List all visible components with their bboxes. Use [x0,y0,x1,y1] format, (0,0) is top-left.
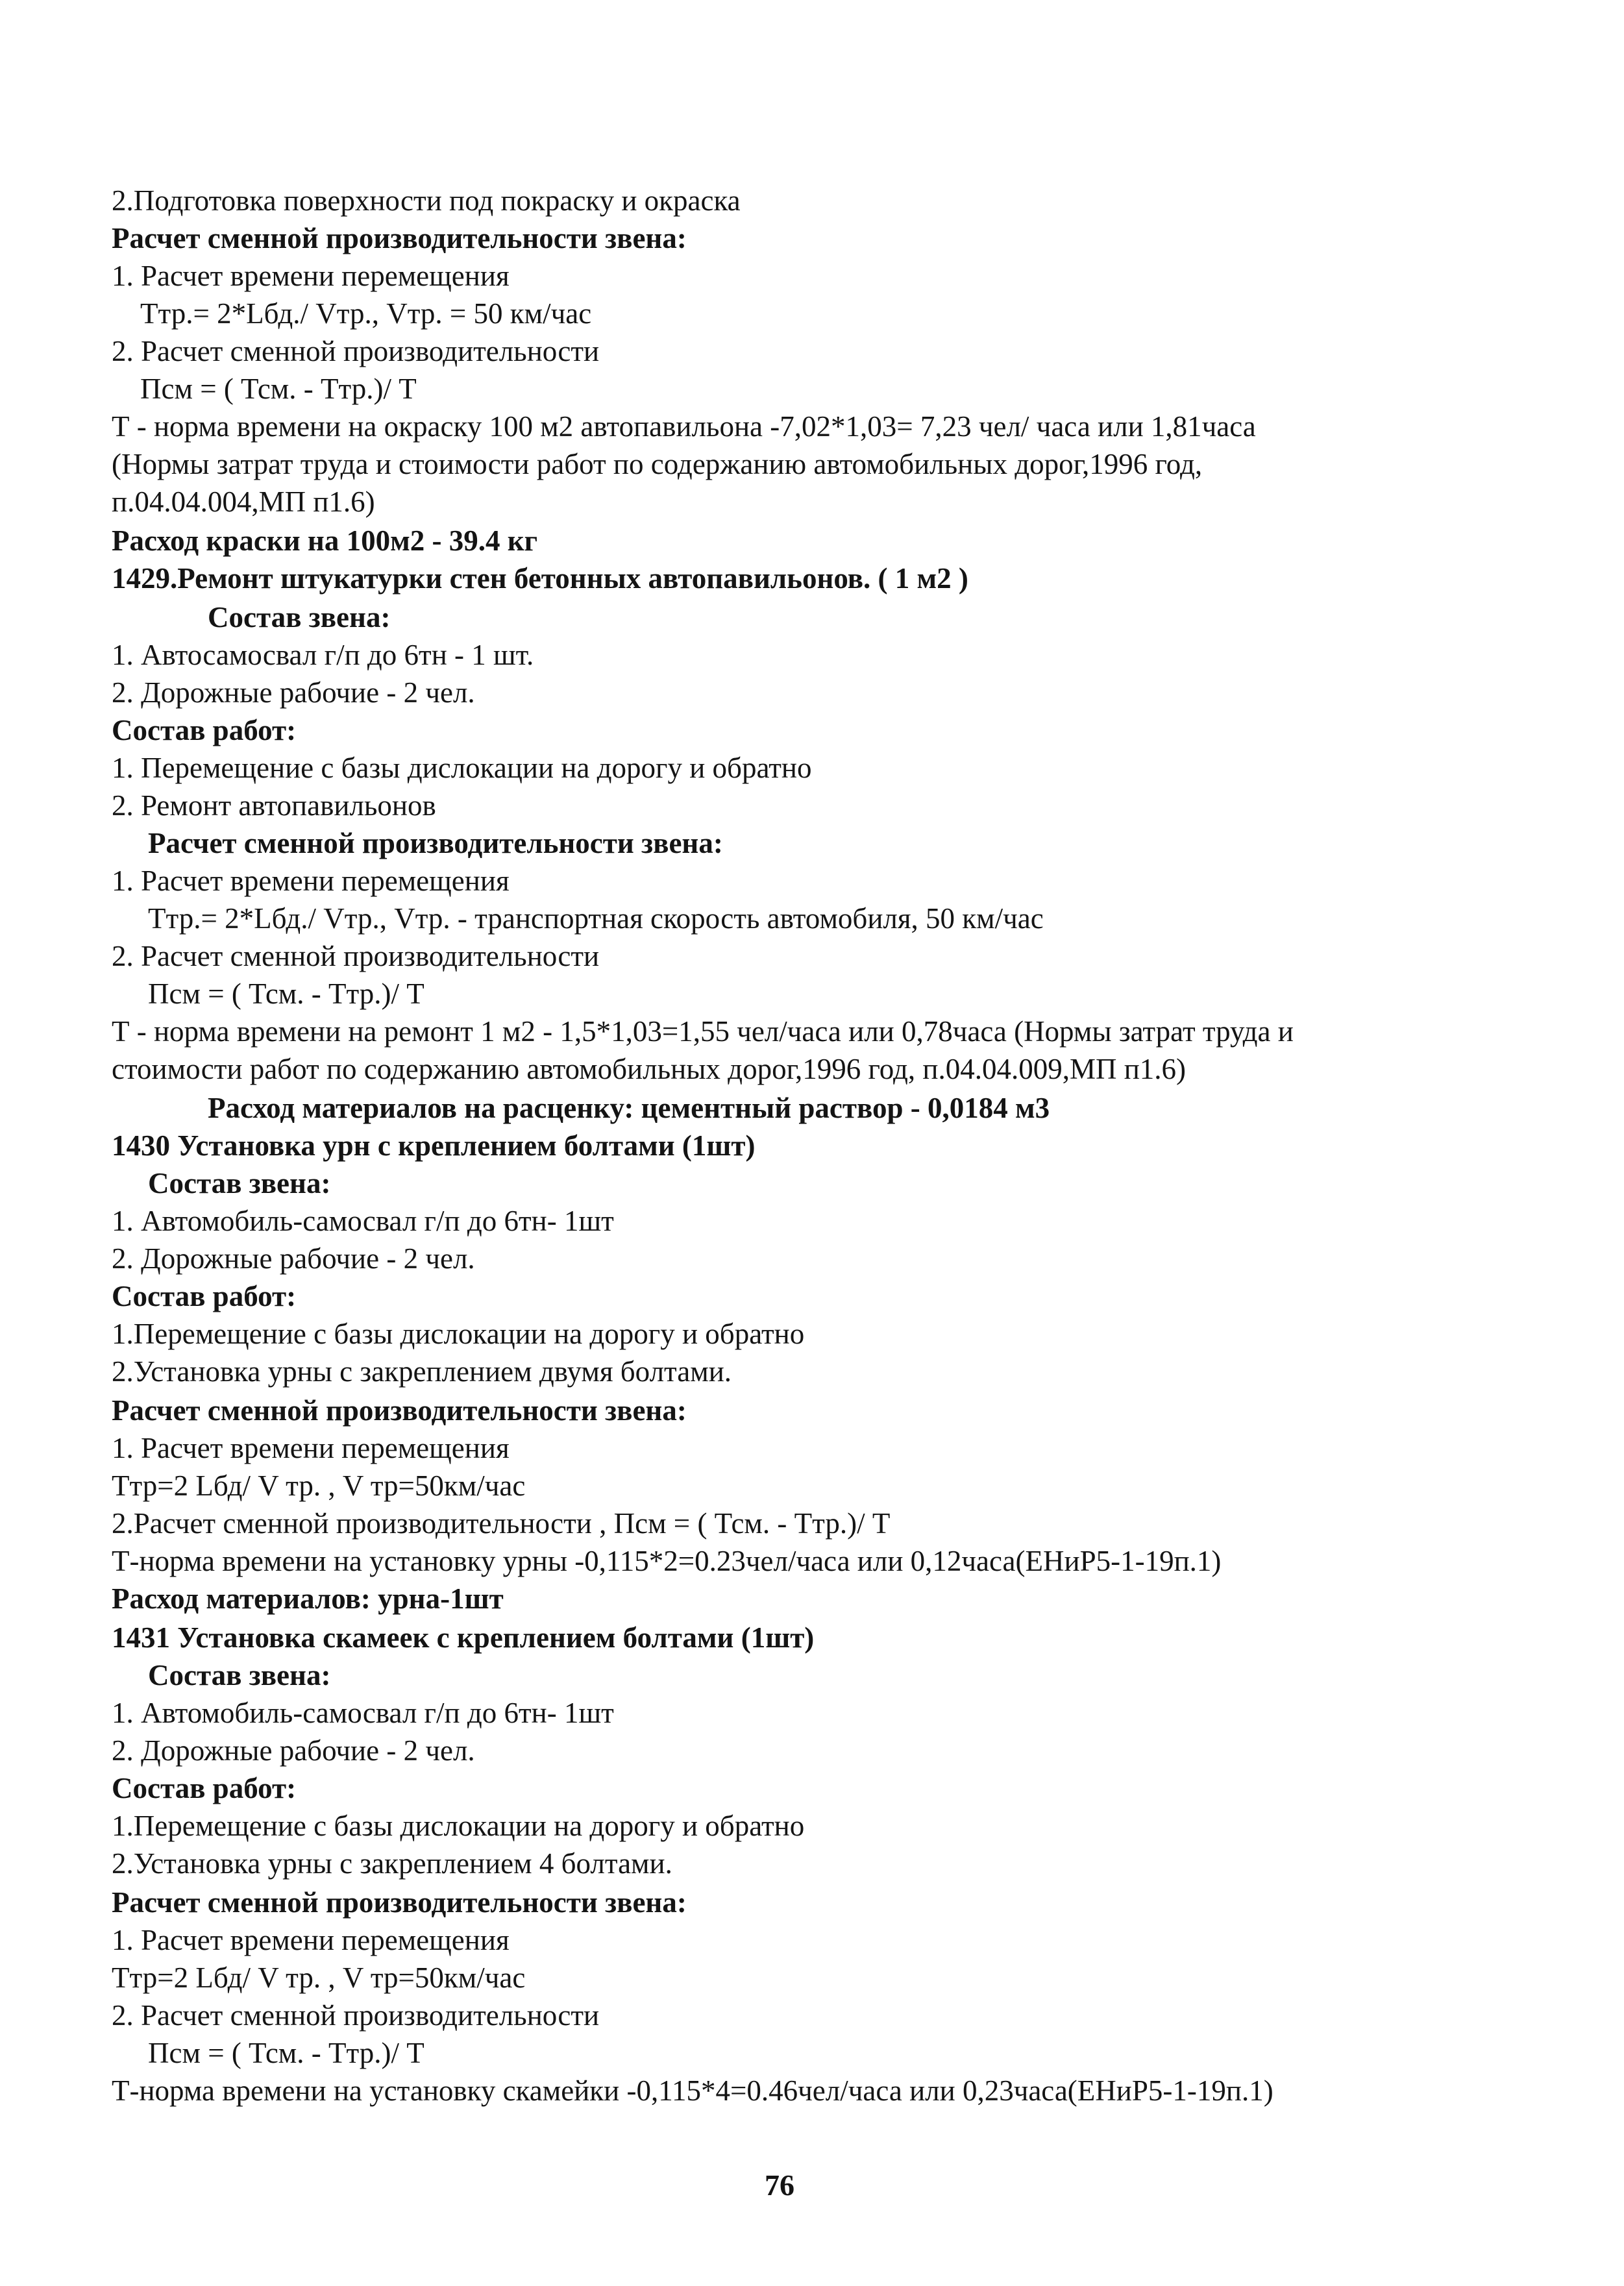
section-heading: Расчет сменной производительности звена: [112,1886,687,1919]
section-heading: Расчет сменной производительности звена: [148,827,723,859]
text-line: 2. Дорожные рабочие - 2 чел. [112,1242,475,1275]
text-line: Ттр=2 Lбд/ V тр. , V тр=50км/час [112,1469,526,1502]
text-line: 2.Расчет сменной производительности , Псм = ( Тсм. - Ттр.)/ Т [112,1507,891,1540]
text-line: Т - норма времени на ремонт 1 м2 - 1,5*1,03=1,55 чел/часа или 0,78часа (Нормы затрат труда и [112,1015,1294,1048]
section-heading: Состав работ: [112,1280,297,1312]
section-heading: Состав работ: [112,1772,297,1804]
section-heading: 1431 Установка скамеек с креплением болтами (1шт) [112,1621,815,1654]
section-heading: Состав звена: [148,1167,331,1199]
section-heading: Состав звена: [208,601,391,633]
text-line: 1. Расчет времени перемещения [112,865,510,897]
text-line: Псм = ( Тсм. - Ттр.)/ Т [148,977,424,1010]
section-heading: Состав звена: [148,1659,331,1691]
section-heading: Расход краски на 100м2 - 39.4 кг [112,524,538,557]
text-line: 2. Дорожные рабочие - 2 чел. [112,1734,475,1767]
text-line: 2. Расчет сменной производительности [112,335,600,367]
section-heading: Расчет сменной производительности звена: [112,1394,687,1427]
section-heading: 1429.Ремонт штукатурки стен бетонных автопавильонов. ( 1 м2 ) [112,562,968,595]
text-line: Ттр.= 2*Lбд./ Vтр., Vтр. = 50 км/час [140,297,592,330]
text-line: (Нормы затрат труда и стоимости работ по содержанию автомобильных дорог,1996 год, [112,448,1203,480]
text-line: 1. Расчет времени перемещения [112,260,510,292]
text-line: 2.Подготовка поверхности под покраску и окраска [112,184,741,217]
text-line: стоимости работ по содержанию автомобильных дорог,1996 год, п.04.04.009,МП п1.6) [112,1053,1187,1085]
text-line: 1. Автомобиль-самосвал г/п до 6тн- 1шт [112,1697,614,1729]
section-heading: 1430 Установка урн с креплением болтами (1шт) [112,1129,756,1162]
text-line: 2. Дорожные рабочие - 2 чел. [112,676,475,709]
text-line: 2. Расчет сменной производительности [112,940,600,972]
section-heading: Расход материалов: урна-1шт [112,1582,504,1615]
text-line: 1. Расчет времени перемещения [112,1432,510,1464]
text-line: 1.Перемещение с базы дислокации на дорогу и обратно [112,1810,805,1842]
text-line: Т-норма времени на установку скамейки -0,115*4=0.46чел/часа или 0,23часа(ЕНиР5-1-19п.1) [112,2074,1273,2107]
text-line: 2. Расчет сменной производительности [112,1999,600,2032]
section-heading: Расход материалов на расценку: цементный раствор - 0,0184 м3 [208,1092,1050,1124]
section-heading: Состав работ: [112,714,297,746]
text-line: п.04.04.004,МП п1.6) [112,485,375,518]
text-line: 1. Автосамосвал г/п до 6тн - 1 шт. [112,639,534,671]
text-line: 2. Ремонт автопавильонов [112,789,436,822]
section-heading: Расчет сменной производительности звена: [112,222,687,254]
text-line: Т - норма времени на окраску 100 м2 автопавильона -7,02*1,03= 7,23 чел/ часа или 1,81часа [112,410,1256,443]
text-line: 1. Расчет времени перемещения [112,1924,510,1956]
text-line: 1. Автомобиль-самосвал г/п до 6тн- 1шт [112,1205,614,1237]
text-line: Ттр=2 Lбд/ V тр. , V тр=50км/час [112,1961,526,1994]
text-line: 1. Перемещение с базы дислокации на дорогу и обратно [112,752,812,784]
text-line: Ттр.= 2*Lбд./ Vтр., Vтр. - транспортная скорость автомобиля, 50 км/час [148,902,1044,935]
text-line: Т-норма времени на установку урны -0,115*2=0.23чел/часа или 0,12часа(ЕНиР5-1-19п.1) [112,1545,1222,1577]
text-line: 2.Установка урны с закреплением двумя болтами. [112,1355,732,1388]
text-line: 1.Перемещение с базы дислокации на дорогу и обратно [112,1318,805,1350]
text-line: 2.Установка урны с закреплением 4 болтами. [112,1847,672,1880]
text-line: Псм = ( Тсм. - Ттр.)/ Т [148,2037,424,2069]
text-line: Псм = ( Тсм. - Ттр.)/ Т [140,373,417,405]
page-number: 76 [765,2169,794,2202]
